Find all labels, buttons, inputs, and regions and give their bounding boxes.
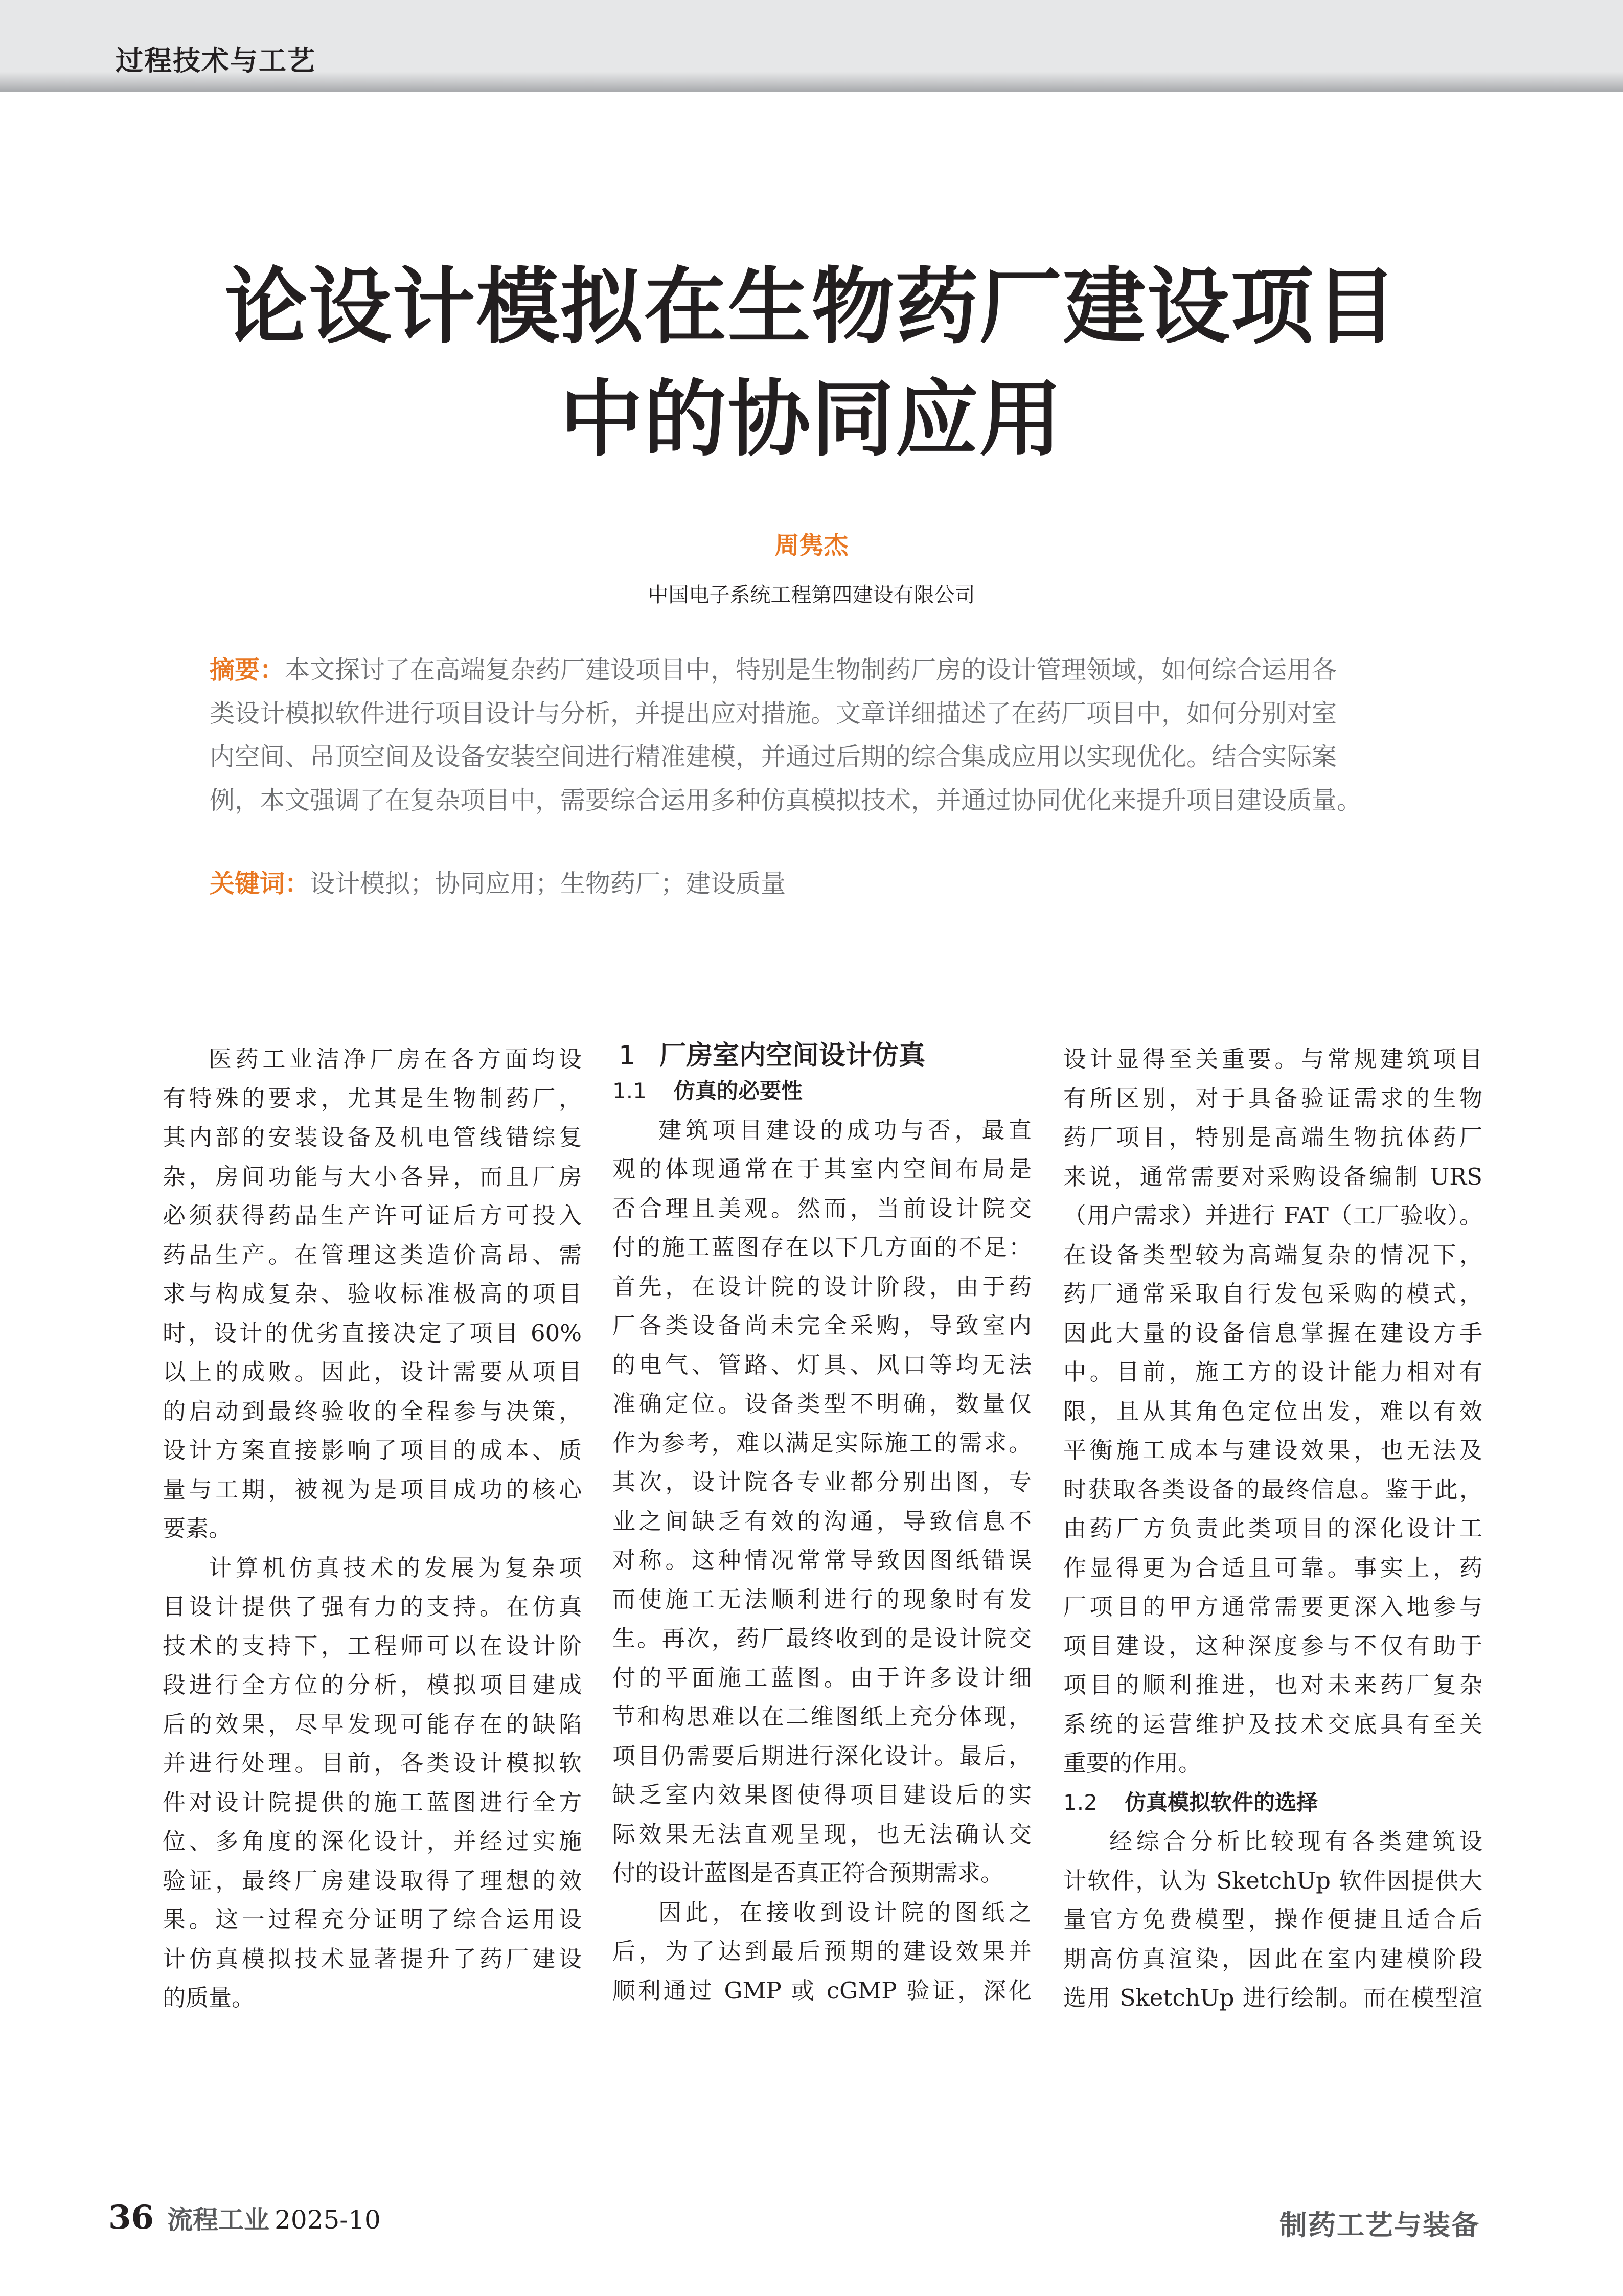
text-line: 选用 SketchUp 进行绘制。而在模型渲 bbox=[1063, 1984, 1482, 2011]
text-line: 件对设计院提供的施工蓝图进行全方 bbox=[163, 1788, 582, 1816]
text-line: 计仿真模拟技术显著提升了药厂建设 bbox=[163, 1945, 582, 1972]
text-line: 限，且从其角色定位出发，难以有效 bbox=[1063, 1397, 1482, 1425]
text-line: 段进行全方位的分析，模拟项目建成 bbox=[163, 1671, 582, 1698]
keywords-text: 设计模拟；协同应用；生物药厂；建设质量 bbox=[310, 869, 786, 898]
text-line: 顺利通过 GMP 或 cGMP 验证，深化 bbox=[612, 1976, 1032, 2004]
text-line: 准确定位。设备类型不明确，数量仅 bbox=[612, 1390, 1032, 1417]
text-line: 付的施工蓝图存在以下几方面的不足： bbox=[612, 1234, 1032, 1261]
journal-name: 流程工业 bbox=[167, 2204, 270, 2235]
text-line: 药厂通常采取自行发包采购的模式， bbox=[1063, 1280, 1482, 1307]
text-line: 项目仍需要后期进行深化设计。最后， bbox=[612, 1742, 1032, 1769]
section-label: 过程技术与工艺 bbox=[116, 44, 316, 77]
text-line: 重要的作用。 bbox=[1063, 1749, 1202, 1777]
section-title: 厂房室内空间设计仿真 bbox=[659, 1040, 926, 1071]
text-line: 杂，房间功能与大小各异，而且厂房 bbox=[163, 1163, 582, 1190]
text-line: 要素。 bbox=[163, 1515, 232, 1542]
abstract-text: 本文探讨了在高端复杂药厂建设项目中，特别是生物制药厂房的设计管理领域，如何综合运用各 bbox=[285, 655, 1337, 685]
text-line: 首先，在设计院的设计阶段，由于药 bbox=[612, 1272, 1032, 1300]
body-column-1 bbox=[163, 1040, 582, 2018]
text-line: 建筑项目建设的成功与否，最直 bbox=[658, 1116, 1032, 1144]
text-line: 位、多角度的深化设计，并经过实施 bbox=[163, 1828, 582, 1855]
text-line: 其内部的安装设备及机电管线错综复 bbox=[163, 1124, 582, 1151]
text-line: 际效果无法直观呈现，也无法确认交 bbox=[612, 1820, 1032, 1848]
page-number: 36 bbox=[108, 2198, 154, 2237]
text-line: 付的设计蓝图是否真正符合预期需求。 bbox=[612, 1859, 1004, 1886]
text-line: 系统的运营维护及技术交底具有至关 bbox=[1063, 1710, 1482, 1738]
text-line: 有所区别，对于具备验证需求的生物 bbox=[1063, 1084, 1482, 1112]
author-affiliation: 中国电子系统工程第四建设有限公司 bbox=[648, 583, 975, 607]
subsection-heading-1-1 bbox=[612, 1072, 1032, 1111]
text-line: 的电气、管路、灯具、风口等均无法 bbox=[612, 1351, 1032, 1378]
text-line: 计算机仿真技术的发展为复杂项 bbox=[209, 1554, 582, 1581]
text-line: 求与构成复杂、验收标准极高的项目 bbox=[163, 1280, 582, 1307]
journal-issue: 2025-10 bbox=[275, 2205, 381, 2235]
text-line: 其次，设计院各专业都分别出图，专 bbox=[612, 1468, 1032, 1495]
keywords bbox=[210, 864, 786, 900]
text-line: 生。再次，药厂最终收到的是设计院交 bbox=[612, 1625, 1032, 1652]
abstract-line: 内空间、吊顶空间及设备安装空间进行精准建模，并通过后期的综合集成应用以实现优化。结合实际案 bbox=[210, 742, 1337, 771]
column-3-text-a bbox=[1063, 1040, 1482, 1783]
footer-left bbox=[108, 2198, 381, 2237]
text-line: 的启动到最终验收的全程参与决策， bbox=[163, 1397, 582, 1425]
text-line: 作显得更为合适且可靠。事实上，药 bbox=[1063, 1554, 1482, 1581]
keywords-label: 关键词： bbox=[210, 869, 310, 898]
body-column-3 bbox=[1063, 1040, 1482, 2018]
text-line: 项目建设，这种深度参与不仅有助于 bbox=[1063, 1632, 1482, 1660]
text-line: 中。目前，施工方的设计能力相对有 bbox=[1063, 1358, 1482, 1385]
subsection-number: 1.2 bbox=[1063, 1789, 1098, 1815]
article-title-line-2: 中的协同应用 bbox=[560, 372, 1063, 468]
text-line: 量与工期，被视为是项目成功的核心 bbox=[163, 1475, 582, 1503]
text-line: 项目的顺利推进，也对未来药厂复杂 bbox=[1063, 1671, 1482, 1698]
abstract-line: 类设计模拟软件进行项目设计与分析，并提出应对措施。文章详细描述了在药厂项目中，如何分别对室 bbox=[210, 699, 1337, 728]
text-line: 时获取各类设备的最终信息。鉴于此， bbox=[1063, 1475, 1482, 1503]
column-3-text-b bbox=[1063, 1822, 1482, 2018]
text-line: 必须获得药品生产许可证后方可投入 bbox=[163, 1202, 582, 1229]
text-line: 而使施工无法顺利进行的现象时有发 bbox=[612, 1585, 1032, 1613]
text-line: 后的效果，尽早发现可能存在的缺陷 bbox=[163, 1710, 582, 1738]
footer-column-name: 制药工艺与装备 bbox=[1279, 2209, 1480, 2241]
text-line: 目设计提供了强有力的支持。在仿真 bbox=[163, 1593, 582, 1620]
text-line: 验证，最终厂房建设取得了理想的效 bbox=[163, 1867, 582, 1894]
section-number: 1 bbox=[619, 1040, 636, 1071]
text-line: 平衡施工成本与建设效果，也无法及 bbox=[1063, 1437, 1482, 1464]
text-line: 否合理且美观。然而，当前设计院交 bbox=[612, 1194, 1032, 1222]
abstract-label: 摘要： bbox=[210, 655, 285, 685]
text-line: 由药厂方负责此类项目的深化设计工 bbox=[1063, 1515, 1482, 1542]
text-line: 计软件，认为 SketchUp 软件因提供大 bbox=[1063, 1867, 1482, 1894]
text-line: 经综合分析比较现有各类建筑设 bbox=[1109, 1828, 1482, 1855]
abstract-line: 例，本文强调了在复杂项目中，需要综合运用多种仿真模拟技术，并通过协同优化来提升项目建设质量。 bbox=[210, 786, 1362, 815]
article-title-line-1: 论设计模拟在生物药厂建设项目 bbox=[224, 259, 1399, 355]
subsection-title: 仿真模拟软件的选择 bbox=[1125, 1789, 1318, 1815]
text-line: 业之间缺乏有效的沟通，导致信息不 bbox=[612, 1507, 1032, 1535]
abstract-line bbox=[210, 648, 1452, 692]
text-line: 的质量。 bbox=[163, 1984, 255, 2011]
column-2-text bbox=[612, 1111, 1032, 2011]
text-line: （用户需求）并进行 FAT（工厂验收）。 bbox=[1063, 1202, 1482, 1229]
author-name: 周隽杰 bbox=[774, 531, 849, 560]
text-line: 厂项目的甲方通常需要更深入地参与 bbox=[1063, 1593, 1482, 1620]
running-header-band bbox=[0, 0, 1623, 92]
text-line: 厂各类设备尚未完全采购，导致室内 bbox=[612, 1312, 1032, 1339]
body-column-2 bbox=[612, 1040, 1032, 2010]
text-line: 观的体现通常在于其室内空间布局是 bbox=[612, 1155, 1032, 1183]
text-line: 作为参考，难以满足实际施工的需求。 bbox=[612, 1429, 1032, 1457]
text-line: 后，为了达到最后预期的建设效果并 bbox=[612, 1938, 1032, 1965]
text-line: 节和构思难以在二维图纸上充分体现， bbox=[612, 1703, 1032, 1730]
text-line: 果。这一过程充分证明了综合运用设 bbox=[163, 1906, 582, 1933]
text-line: 时，设计的优劣直接决定了项目 60% bbox=[163, 1319, 582, 1347]
text-line: 缺乏室内效果图使得项目建设后的实 bbox=[612, 1781, 1032, 1808]
text-line: 量官方免费模型，操作便捷且适合后 bbox=[1063, 1906, 1482, 1933]
text-line: 付的平面施工蓝图。由于许多设计细 bbox=[612, 1664, 1032, 1691]
section-heading-1 bbox=[612, 1040, 1032, 1072]
text-line: 有特殊的要求，尤其是生物制药厂， bbox=[163, 1084, 582, 1112]
text-line: 技术的支持下，工程师可以在设计阶 bbox=[163, 1632, 582, 1660]
text-line: 因此大量的设备信息掌握在建设方手 bbox=[1063, 1319, 1482, 1347]
text-line: 医药工业洁净厂房在各方面均设 bbox=[209, 1045, 582, 1073]
text-line: 对称。这种情况常常导致因图纸错误 bbox=[612, 1547, 1032, 1574]
text-line: 并进行处理。目前，各类设计模拟软 bbox=[163, 1749, 582, 1777]
text-line: 来说，通常需要对采购设备编制 URS bbox=[1063, 1163, 1482, 1190]
text-line: 以上的成败。因此，设计需要从项目 bbox=[163, 1358, 582, 1385]
text-line: 药厂项目，特别是高端生物抗体药厂 bbox=[1063, 1124, 1482, 1151]
text-line: 设计显得至关重要。与常规建筑项目 bbox=[1063, 1045, 1482, 1073]
subsection-title: 仿真的必要性 bbox=[674, 1078, 803, 1103]
subsection-number: 1.1 bbox=[612, 1078, 647, 1103]
text-line: 期高仿真渲染，因此在室内建模阶段 bbox=[1063, 1945, 1482, 1972]
text-line: 因此，在接收到设计院的图纸之 bbox=[658, 1898, 1032, 1926]
subsection-heading-1-2 bbox=[1063, 1783, 1482, 1823]
text-line: 药品生产。在管理这类造价高昂、需 bbox=[163, 1241, 582, 1268]
abstract bbox=[210, 648, 1452, 822]
text-line: 在设备类型较为高端复杂的情况下， bbox=[1063, 1241, 1482, 1268]
text-line: 设计方案直接影响了项目的成本、质 bbox=[163, 1437, 582, 1464]
